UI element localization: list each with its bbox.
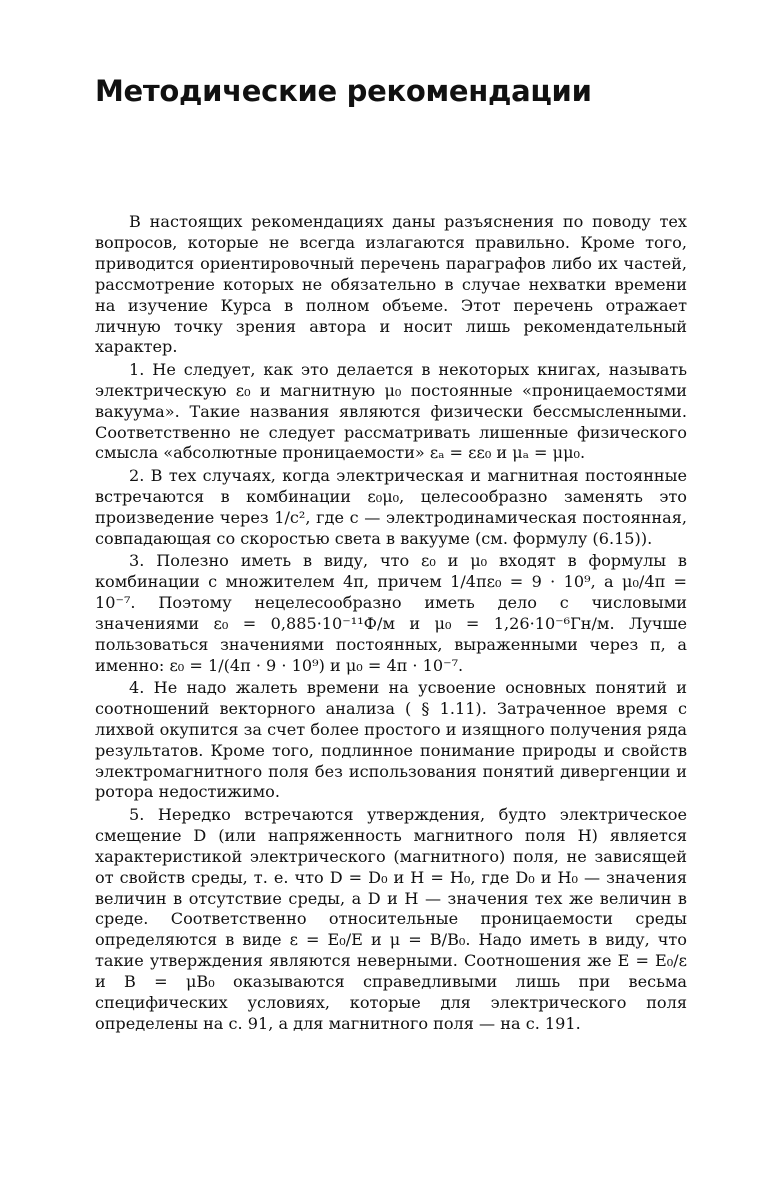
page-title: Методические рекомендации: [95, 74, 592, 108]
paragraph-4: 4. Не надо жалеть времени на усвоение основных понятий и соотношений векторного анализа ( § 1.11). Затраченное время с лихвой окупится за счет более простого и изящного получения ряда результатов. Кроме того, подлинное понимание природы и свойств электромагнитного поля без использования понятий дивергенции и ротора недостижимо.: [95, 677, 687, 802]
paragraph-5: 5. Нередко встречаются утверждения, будто электрическое смещение D (или напряженность магнитного поля H) является характеристикой электрического (магнитного) поля, не зависящей от свойств среды, т. е. что D = D₀ и H = H₀, где D₀ и H₀ — значения величин в отсутствие среды, а D и H — значения тех же величин в среде. Соответственно относительные проницаемости среды определяются в виде ε = E₀/E и μ = B/B₀. Надо иметь в виду, что такие утверждения являются неверными. Соотношения же E = E₀/ε и B = μB₀ оказываются справедливыми лишь при весьма специфических условиях, которые для электрического поля определены на с. 91, а для магнитного поля — на с. 191.: [95, 804, 687, 1033]
paragraph-intro: В настоящих рекомендациях даны разъяснения по поводу тех вопросов, которые не всегда излагаются правильно. Кроме того, приводится ориентировочный перечень параграфов либо их частей, рассмотрение которых не обязательно в случае нехватки времени на изучение Курса в полном объеме. Этот перечень отражает личную точку зрения автора и носит лишь рекомендательный характер.: [95, 212, 687, 357]
paragraph-3: 3. Полезно иметь в виду, что ε₀ и μ₀ входят в формулы в комбинации с множителем 4π, причем 1/4πε₀ = 9 · 10⁹, а μ₀/4π = 10⁻⁷. Поэтому нецелесообразно иметь дело с числовыми значениями ε₀ = 0,885·10⁻¹¹Ф/м и μ₀ = 1,26·10⁻⁶Гн/м. Лучше пользоваться значениями постоянных, выраженными через π, а именно: ε₀ = 1/(4π · 9 · 10⁹) и μ₀ = 4π · 10⁻⁷.: [95, 551, 687, 675]
paragraph-1: 1. Не следует, как это делается в некоторых книгах, называть электрическую ε₀ и магнитную μ₀ постоянные «проницаемостями вакуума». Такие названия являются физически бессмысленными. Соответственно не следует рассматривать лишенные физического смысла «абсолютные проницаемости» εₐ = εε₀ и μₐ = μμ₀.: [95, 359, 687, 463]
document-body: [95, 212, 687, 1036]
paragraph-2: 2. В тех случаях, когда электрическая и магнитная постоянные встречаются в комбинации ε₀μ₀, целесообразно заменять это произведение через 1/c², где c — электродинамическая постоянная, совпадающая со скоростью света в вакууме (см. формулу (6.15)).: [95, 465, 687, 548]
